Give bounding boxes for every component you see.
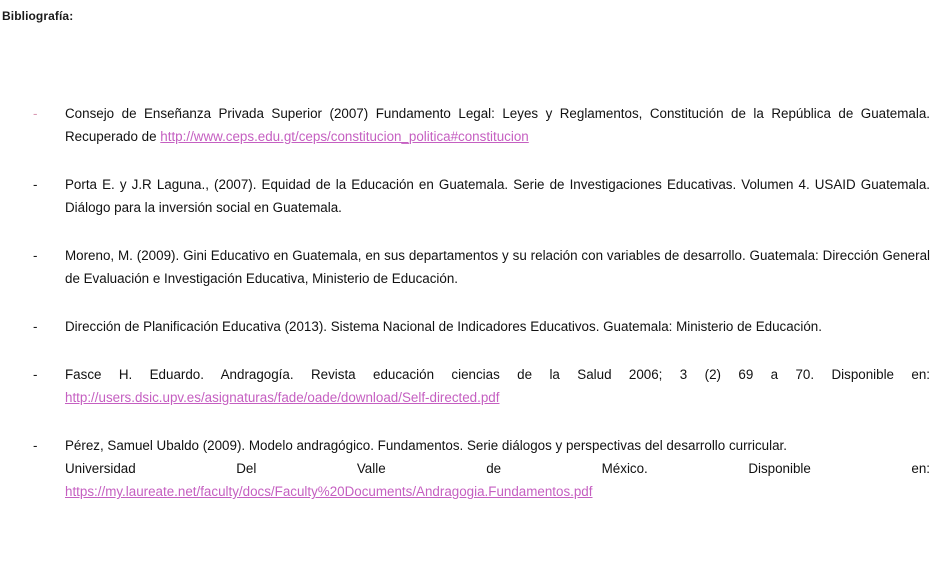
bullet-dash: - [33, 438, 38, 453]
citation-link[interactable]: https://my.laureate.net/faculty/docs/Faculty%20Documents/Andragogia.Fundamentos.pdf [65, 484, 593, 499]
bullet-dash: - [33, 106, 38, 121]
citation-word: Valle [356, 461, 386, 476]
list-item [0, 173, 936, 219]
bullet-dash: - [33, 248, 38, 263]
citation-text: Dirección de Planificación Educativa (2013). Sistema Nacional de Indicadores Educativos. Guatemala: Ministerio de Educación. [65, 319, 822, 334]
citation-text: Consejo de Enseñanza Privada Superior (2007) Fundamento Legal: Leyes y Reglamentos, Constitución de la República de Guatemala. Recuperado de [65, 106, 930, 144]
citation-word: de [486, 461, 502, 476]
citation-word: México. [601, 461, 648, 476]
bullet-dash: - [33, 177, 38, 192]
page-title: Bibliografía: [2, 9, 74, 23]
citation-link[interactable]: http://users.dsic.upv.es/asignaturas/fade/oade/download/Self-directed.pdf [65, 390, 500, 405]
list-item [0, 434, 936, 503]
citation-link[interactable]: http://www.ceps.edu.gt/ceps/constitucion_politica#constitucion [160, 129, 529, 144]
citation-word: Disponible [748, 461, 811, 476]
citation-word: en: [911, 461, 930, 476]
bullet-dash: - [33, 367, 38, 382]
list-item [0, 244, 936, 290]
bibliography-list [0, 102, 936, 528]
citation-text: Pérez, Samuel Ubaldo (2009). Modelo andragógico. Fundamentos. Serie diálogos y perspectivas del desarrollo curricular. [65, 438, 787, 453]
bullet-dash: - [33, 319, 38, 334]
citation-text: Fasce H. Eduardo. Andragogía. Revista educación ciencias de la Salud 2006; 3 (2) 69 a 70. Disponible en: [65, 367, 930, 382]
list-item [0, 315, 936, 338]
citation-text: Moreno, M. (2009). Gini Educativo en Guatemala, en sus departamentos y su relación con variables de desarrollo. Guatemala: Dirección General de Evaluación e Investigación Educativa, Ministerio de Educación. [65, 248, 930, 286]
citation-spread-line [65, 457, 930, 480]
citation-word: Universidad [65, 461, 136, 476]
list-item [0, 102, 936, 148]
citation-text: Porta E. y J.R Laguna., (2007). Equidad de la Educación en Guatemala. Serie de Investigaciones Educativas. Volumen 4. USAID Guatemala. Diálogo para la inversión social en Guatemala. [65, 177, 930, 215]
list-item [0, 363, 936, 409]
citation-word: Del [236, 461, 257, 476]
